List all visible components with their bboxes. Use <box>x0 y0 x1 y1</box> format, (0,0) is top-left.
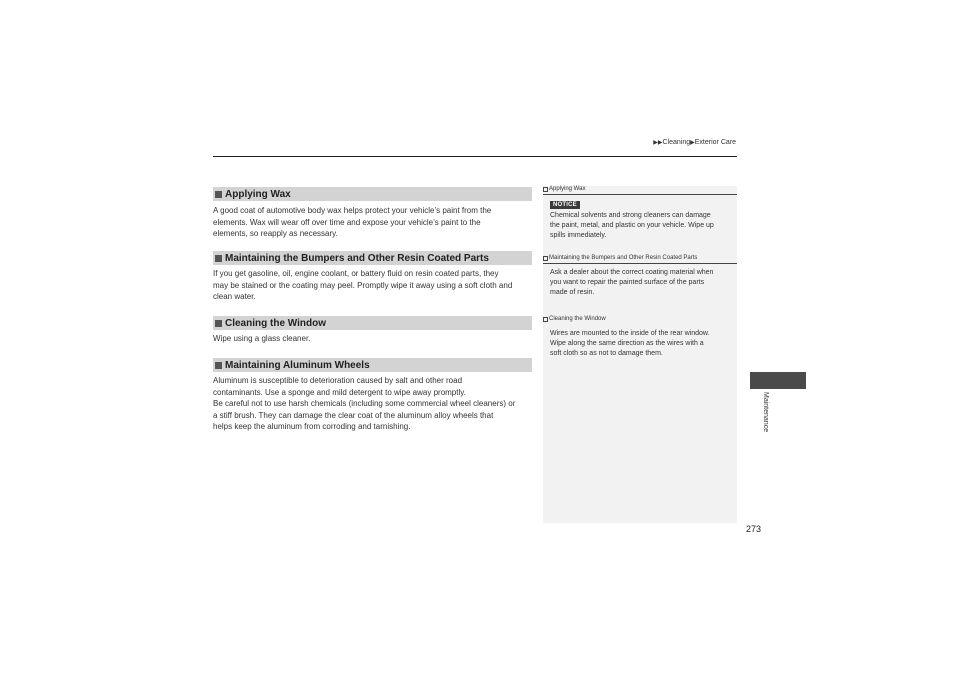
section-body-aluminum-wheels <box>213 375 533 433</box>
section-title: Maintaining the Bumpers and Other Resin Coated Parts <box>225 252 489 264</box>
breadcrumb-separator-icon: ▶ <box>690 140 695 146</box>
note-body-applying-wax <box>550 211 732 242</box>
note-title: Applying Wax <box>549 186 586 192</box>
note-line: soft cloth so as not to damage them. <box>550 350 663 358</box>
body-line: contaminants. Use a sponge and mild detergent to wipe away promptly. <box>213 387 466 397</box>
note-title: Maintaining the Bumpers and Other Resin Coated Parts <box>549 255 698 261</box>
body-line: Aluminum is susceptible to deterioration caused by salt and other road <box>213 376 463 385</box>
section-square-icon <box>215 320 222 327</box>
body-line: A good coat of automotive body wax helps protect your vehicle’s paint from the <box>213 206 492 215</box>
reference-icon <box>543 256 548 261</box>
note-heading-applying-wax <box>543 186 737 195</box>
section-body-applying-wax <box>213 205 533 240</box>
reference-icon <box>543 187 548 192</box>
note-line: Wires are mounted to the inside of the rear window. <box>550 330 710 337</box>
body-line: elements. Wax will wear off over time and expose your vehicle’s paint to the <box>213 217 481 227</box>
note-line: Chemical solvents and strong cleaners can damage <box>550 212 711 219</box>
section-title: Maintaining Aluminum Wheels <box>225 359 370 371</box>
note-line: spills immediately. <box>550 232 607 240</box>
body-line: elements, so reapply as necessary. <box>213 229 338 238</box>
note-line: you want to repair the painted surface of the parts <box>550 279 705 287</box>
section-body-bumpers <box>213 268 533 303</box>
section-title: Applying Wax <box>225 188 291 200</box>
body-line: may be stained or the coating may peel. Promptly wipe it away using a soft cloth and <box>213 280 513 290</box>
body-line: a stiff brush. They can damage the clear coat of the aluminum alloy wheels that <box>213 410 494 420</box>
section-heading-applying-wax <box>213 187 532 201</box>
note-line: made of resin. <box>550 289 595 297</box>
header-rule <box>213 156 737 157</box>
note-body-bumpers <box>550 268 732 299</box>
body-line: Wipe using a glass cleaner. <box>213 334 311 343</box>
breadcrumb-page: Exterior Care <box>694 139 736 146</box>
note-heading-window <box>543 316 737 324</box>
chapter-tab-label: Maintenance <box>762 392 769 433</box>
note-line: the paint, metal, and plastic on your vehicle. Wipe up <box>550 222 714 230</box>
section-title: Cleaning the Window <box>225 317 327 329</box>
body-line: Be careful not to use harsh chemicals (including some commercial wheel cleaners) or <box>213 399 516 408</box>
note-line: Ask a dealer about the correct coating material when <box>550 269 714 276</box>
section-square-icon <box>215 255 222 262</box>
breadcrumb <box>653 139 736 146</box>
note-title: Cleaning the Window <box>549 316 606 322</box>
section-square-icon <box>215 191 222 198</box>
breadcrumb-section[interactable]: Cleaning <box>662 139 691 146</box>
body-line: helps keep the aluminum from corroding and tarnishing. <box>213 422 411 431</box>
section-body-window <box>213 333 533 345</box>
note-heading-bumpers <box>543 255 737 264</box>
notice-badge: NOTICE <box>550 201 580 209</box>
reference-icon <box>543 317 548 322</box>
note-line: Wipe along the same direction as the wires with a <box>550 340 704 348</box>
body-line: If you get gasoline, oil, engine coolant, or battery fluid on resin coated parts, they <box>213 269 499 278</box>
note-body-window <box>550 329 732 360</box>
page-number: 273 <box>746 524 762 534</box>
chapter-tab-marker[interactable] <box>750 372 806 389</box>
breadcrumb-arrows-icon: ▶▶ <box>653 140 663 146</box>
section-heading-aluminum-wheels <box>213 358 532 372</box>
body-line: clean water. <box>213 292 256 301</box>
section-heading-bumpers <box>213 251 532 265</box>
section-heading-window <box>213 316 532 330</box>
section-square-icon <box>215 362 222 369</box>
